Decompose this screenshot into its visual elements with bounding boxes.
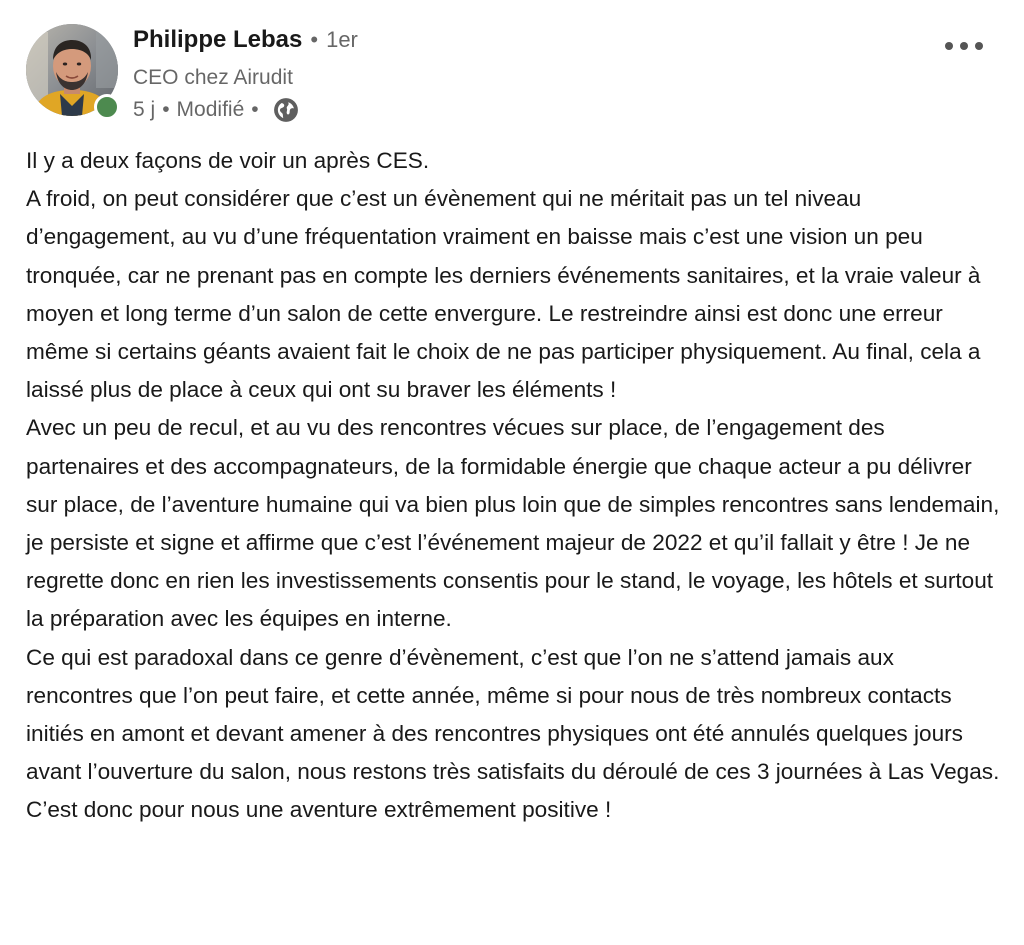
post-paragraph: Ce qui est paradoxal dans ce genre d’évènement, c’est que l’on ne s’attend jamais aux rencontres que l’on peut faire, et cette année, même si pour nous de très nombreux contacts initiés en amont et devant amener à des rencontres physiques ont été annulés quelques jours avant l’ouverture du salon, nous restons très satisfaits du déroulé de ces 3 journées à Las Vegas. C’est donc pour nous une aventure extrêmement positive !: [26, 644, 1000, 823]
author-name[interactable]: Philippe Lebas: [133, 26, 303, 53]
more-horizontal-icon: [944, 41, 984, 51]
post-paragraph: Il y a deux façons de voir un après CES.: [26, 148, 430, 173]
post-timestamp: [133, 94, 358, 126]
visibility-separator: •: [251, 98, 259, 121]
time-separator: •: [162, 98, 170, 121]
author-name-row: [133, 26, 358, 62]
author-meta: [133, 26, 358, 126]
post-text: [26, 142, 1001, 830]
online-status-dot: [94, 94, 120, 120]
globe-icon: [273, 97, 299, 123]
post-paragraph: A froid, on peut considérer que c’est un évènement qui ne méritait pas un tel niveau d’engagement, au vu d’une fréquentation vraiment en baisse mais c’est une vision un peu tronquée, car ne prenant pas en compte les derniers événements sanitaires, et la vraie valeur à moyen et long terme d’un salon de cette envergure. Le restreindre ainsi est donc une erreur même si certains géants avaient fait le choix de ne pas participer physiquement. Au final, cela a laissé plus de place à ceux qui ont su braver les éléments !: [26, 186, 981, 403]
edited-label: Modifié: [176, 98, 245, 121]
connection-degree: 1er: [326, 27, 358, 52]
more-options-button[interactable]: [942, 32, 986, 60]
author-avatar[interactable]: [26, 24, 118, 116]
time-ago[interactable]: 5 j: [133, 98, 156, 121]
post-paragraph: Avec un peu de recul, et au vu des rencontres vécues sur place, de l’engagement des partenaires et des accompagnateurs, de la formidable énergie que chaque acteur a pu délivrer sur place, de l’aventure humaine qui va bien plus loin que de simples rencontres sans lendemain, je persiste et signe et affirme que c’est l’événement majeur de 2022 et qu’il fallait y être ! Je ne regrette donc en rien les investissements consentis pour le stand, le voyage, les hôtels et surtout la préparation avec les équipes en interne.: [26, 415, 1000, 632]
author-headline: CEO chez Airudit: [133, 66, 293, 89]
post-header: [26, 24, 986, 120]
degree-separator: •: [310, 27, 319, 52]
